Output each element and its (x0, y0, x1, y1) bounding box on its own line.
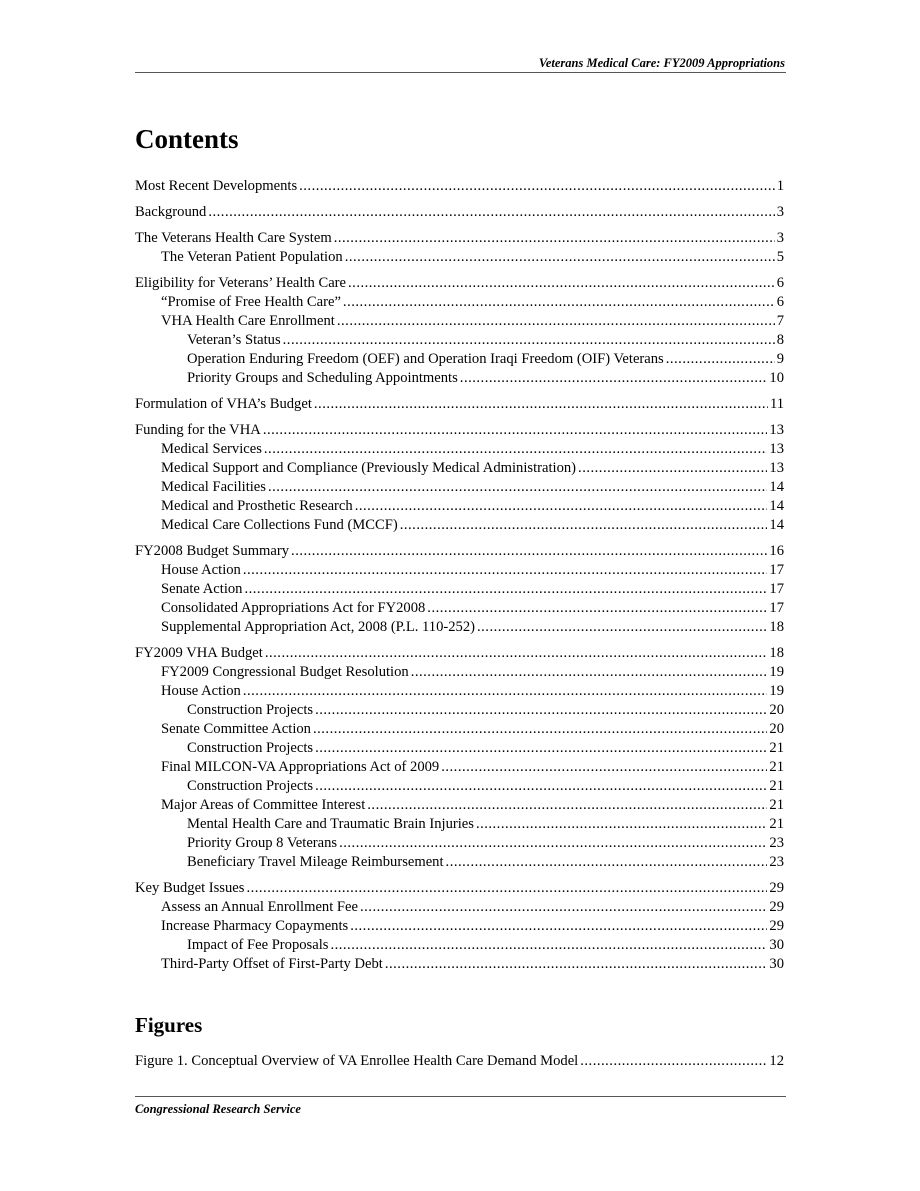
toc-entry[interactable] (135, 459, 784, 478)
toc-entry-page: 14 (769, 517, 784, 533)
toc-entry-page: 6 (776, 275, 784, 291)
toc-entry-label: Formulation of VHA’s Budget (135, 396, 312, 412)
toc-entry[interactable] (135, 599, 784, 618)
toc-entry-page: 8 (776, 332, 784, 348)
toc-entry-label: Construction Projects (187, 778, 314, 794)
toc-entry-page: 11 (769, 396, 784, 412)
toc-leader-dots (411, 663, 768, 682)
header-rule (135, 72, 786, 73)
toc-entry-page: 30 (769, 937, 784, 953)
toc-entry-label: Senate Action (161, 581, 243, 597)
toc-entry-page: 21 (769, 759, 784, 775)
toc-leader-dots (334, 229, 775, 248)
toc-entry[interactable] (135, 177, 784, 196)
toc-entry[interactable] (135, 701, 784, 720)
toc-leader-dots (264, 440, 768, 459)
toc-leader-dots (208, 203, 774, 222)
toc-entry-label: Figure 1. Conceptual Overview of VA Enrollee Health Care Demand Model (135, 1053, 579, 1069)
toc-entry-label: Medical and Prosthetic Research (161, 498, 353, 514)
toc-entry[interactable] (135, 274, 784, 293)
toc-entry-page: 18 (769, 619, 784, 635)
toc-entry[interactable] (135, 796, 784, 815)
toc-entry-label: Background (135, 204, 207, 220)
toc-entry-label: The Veterans Health Care System (135, 230, 332, 246)
toc-entry[interactable] (135, 917, 784, 936)
toc-entry-page: 23 (769, 854, 784, 870)
toc-entry-label: The Veteran Patient Population (161, 249, 343, 265)
toc-entry[interactable] (135, 350, 784, 369)
toc-entry-page: 29 (769, 918, 784, 934)
toc-entry-page: 21 (769, 740, 784, 756)
toc-leader-dots (314, 395, 768, 414)
toc-entry-page: 23 (769, 835, 784, 851)
toc-leader-dots (339, 834, 767, 853)
toc-entry[interactable] (135, 834, 784, 853)
toc-entry-page: 17 (769, 581, 784, 597)
toc-entry-page: 3 (776, 230, 784, 246)
toc-entry[interactable] (135, 478, 784, 497)
toc-entry[interactable] (135, 663, 784, 682)
toc-entry[interactable] (135, 248, 784, 267)
toc-entry[interactable] (135, 516, 784, 535)
toc-entry[interactable] (135, 936, 784, 955)
toc-leader-dots (476, 815, 767, 834)
toc-entry-page: 20 (769, 721, 784, 737)
toc-leader-dots (263, 421, 768, 440)
toc-leader-dots (246, 879, 767, 898)
toc-leader-dots (268, 478, 767, 497)
toc-leader-dots (446, 853, 768, 872)
toc-entry[interactable] (135, 777, 784, 796)
toc-leader-dots (315, 777, 767, 796)
table-of-contents (135, 177, 784, 974)
toc-entry[interactable] (135, 898, 784, 917)
toc-entry-page: 18 (769, 645, 784, 661)
toc-leader-dots (350, 917, 767, 936)
toc-entry-page: 13 (769, 441, 784, 457)
toc-leader-dots (265, 644, 768, 663)
toc-entry-page: 13 (769, 422, 784, 438)
toc-entry[interactable] (135, 542, 784, 561)
toc-leader-dots (348, 274, 775, 293)
toc-leader-dots (400, 516, 768, 535)
toc-entry-page: 13 (769, 460, 784, 476)
toc-entry-page: 20 (769, 702, 784, 718)
toc-entry[interactable] (135, 815, 784, 834)
toc-entry-label: Medical Services (161, 441, 262, 457)
toc-leader-dots (291, 542, 767, 561)
toc-entry[interactable] (135, 1052, 784, 1071)
toc-entry[interactable] (135, 395, 784, 414)
toc-entry[interactable] (135, 879, 784, 898)
toc-entry-page: 6 (776, 294, 784, 310)
toc-entry-label: Construction Projects (187, 702, 314, 718)
footer-rule (135, 1096, 786, 1097)
toc-leader-dots (441, 758, 767, 777)
toc-entry-page: 17 (769, 600, 784, 616)
toc-entry-page: 7 (776, 313, 784, 329)
toc-leader-dots (315, 739, 767, 758)
toc-entry-label: Supplemental Appropriation Act, 2008 (P.L. 110-252) (161, 619, 475, 635)
toc-leader-dots (360, 898, 767, 917)
toc-entry[interactable] (135, 618, 784, 637)
toc-leader-dots (578, 459, 767, 478)
toc-entry-label: FY2009 VHA Budget (135, 645, 263, 661)
toc-leader-dots (243, 682, 768, 701)
toc-entry[interactable] (135, 312, 784, 331)
toc-leader-dots (355, 497, 768, 516)
toc-leader-dots (343, 293, 775, 312)
toc-entry-label: Construction Projects (187, 740, 314, 756)
toc-entry-label: House Action (161, 683, 241, 699)
toc-leader-dots (283, 331, 775, 350)
toc-entry-page: 19 (769, 683, 784, 699)
toc-entry-label: Medical Support and Compliance (Previously Medical Administration) (161, 460, 577, 476)
toc-leader-dots (385, 955, 768, 974)
toc-entry-label: Senate Committee Action (161, 721, 311, 737)
toc-entry-page: 9 (776, 351, 784, 367)
toc-entry[interactable] (135, 955, 784, 974)
toc-entry[interactable] (135, 720, 784, 739)
figures-title: Figures (135, 1013, 203, 1037)
running-footer: Congressional Research Service (135, 1102, 301, 1116)
toc-entry[interactable] (135, 369, 784, 388)
toc-entry[interactable] (135, 580, 784, 599)
running-header: Veterans Medical Care: FY2009 Appropriations (538, 56, 785, 70)
toc-entry[interactable] (135, 644, 784, 663)
toc-leader-dots (367, 796, 767, 815)
toc-entry-label: FY2008 Budget Summary (135, 543, 290, 559)
contents-title: Contents (135, 124, 239, 154)
toc-leader-dots (243, 561, 768, 580)
toc-entry-label: Major Areas of Committee Interest (161, 797, 366, 813)
toc-entry-label: Most Recent Developments (135, 178, 298, 194)
toc-entry-label: Medical Facilities (161, 479, 266, 495)
toc-entry-label: Third-Party Offset of First-Party Debt (161, 956, 383, 972)
toc-entry-label: Eligibility for Veterans’ Health Care (135, 275, 347, 291)
toc-entry-label: Impact of Fee Proposals (187, 937, 329, 953)
toc-entry-label: Veteran’s Status (187, 332, 281, 348)
toc-entry-page: 12 (769, 1053, 784, 1069)
toc-leader-dots (244, 580, 767, 599)
toc-entry-page: 17 (769, 562, 784, 578)
toc-entry[interactable] (135, 497, 784, 516)
toc-entry-label: House Action (161, 562, 241, 578)
toc-entry-label: Increase Pharmacy Copayments (161, 918, 349, 934)
toc-leader-dots (460, 369, 768, 388)
toc-leader-dots (427, 599, 767, 618)
toc-entry[interactable] (135, 293, 784, 312)
toc-entry-page: 29 (769, 880, 784, 896)
toc-entry-label: Final MILCON-VA Appropriations Act of 2009 (161, 759, 440, 775)
toc-entry[interactable] (135, 682, 784, 701)
toc-entry-page: 19 (769, 664, 784, 680)
toc-entry[interactable] (135, 739, 784, 758)
toc-entry-page: 3 (776, 204, 784, 220)
toc-entry-label: Medical Care Collections Fund (MCCF) (161, 517, 398, 533)
toc-entry-label: Priority Group 8 Veterans (187, 835, 338, 851)
toc-entry-page: 14 (769, 498, 784, 514)
toc-entry[interactable] (135, 561, 784, 580)
toc-entry-page: 30 (769, 956, 784, 972)
toc-entry-label: Beneficiary Travel Mileage Reimbursement (187, 854, 444, 870)
toc-entry-label: Mental Health Care and Traumatic Brain Injuries (187, 816, 474, 832)
toc-leader-dots (337, 312, 775, 331)
toc-entry-page: 1 (776, 178, 784, 194)
toc-leader-dots (477, 618, 767, 637)
toc-entry-label: FY2009 Congressional Budget Resolution (161, 664, 409, 680)
toc-leader-dots (313, 720, 767, 739)
toc-leader-dots (345, 248, 775, 267)
toc-entry-label: VHA Health Care Enrollment (161, 313, 335, 329)
toc-entry[interactable] (135, 440, 784, 459)
toc-entry[interactable] (135, 203, 784, 222)
toc-entry-page: 10 (769, 370, 784, 386)
toc-entry-label: Operation Enduring Freedom (OEF) and Operation Iraqi Freedom (OIF) Veterans (187, 351, 664, 367)
toc-leader-dots (580, 1052, 767, 1071)
toc-leader-dots (299, 177, 775, 196)
toc-entry-label: Priority Groups and Scheduling Appointments (187, 370, 458, 386)
toc-entry-page: 14 (769, 479, 784, 495)
toc-entry-page: 16 (769, 543, 784, 559)
toc-entry[interactable] (135, 331, 784, 350)
toc-entry[interactable] (135, 853, 784, 872)
toc-entry-page: 29 (769, 899, 784, 915)
list-of-figures (135, 1052, 784, 1071)
toc-leader-dots (315, 701, 767, 720)
toc-entry-label: Consolidated Appropriations Act for FY2008 (161, 600, 426, 616)
toc-entry-page: 21 (769, 778, 784, 794)
toc-entry-label: Assess an Annual Enrollment Fee (161, 899, 358, 915)
toc-entry-page: 21 (769, 797, 784, 813)
toc-entry-label: “Promise of Free Health Care” (161, 294, 341, 310)
toc-leader-dots (666, 350, 775, 369)
toc-entry-page: 5 (776, 249, 784, 265)
toc-entry-label: Key Budget Issues (135, 880, 245, 896)
toc-entry-label: Funding for the VHA (135, 422, 261, 438)
toc-entry[interactable] (135, 421, 784, 440)
toc-entry[interactable] (135, 229, 784, 248)
toc-entry[interactable] (135, 758, 784, 777)
toc-leader-dots (330, 936, 767, 955)
toc-entry-page: 21 (769, 816, 784, 832)
